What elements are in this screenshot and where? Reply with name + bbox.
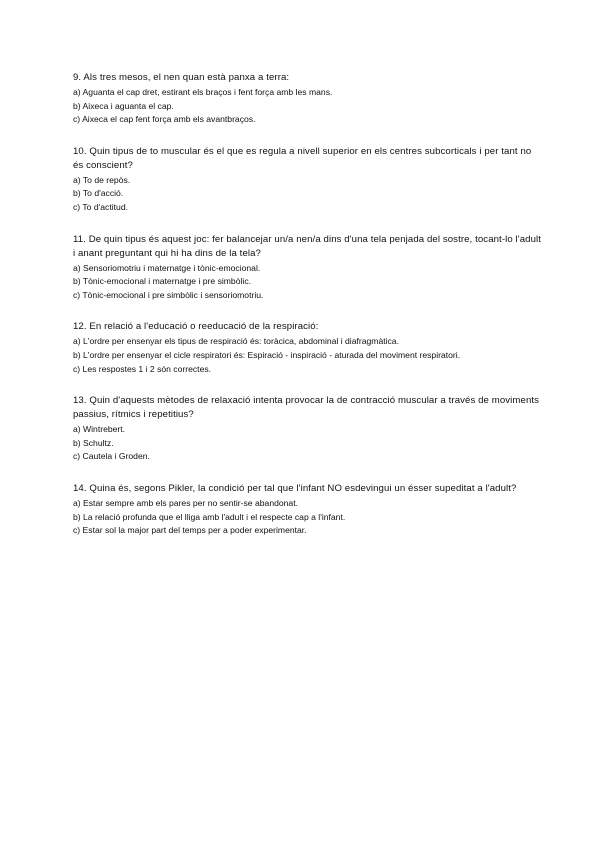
answer-option-c: c) Estar sol la major part del temps per a poder experimentar. bbox=[73, 525, 307, 536]
answer-option-c: c) Aixeca el cap fent força amb els avantbraços. bbox=[73, 114, 256, 125]
question-text: 13. Quin d'aquests mètodes de relaxació intenta provocar la de contracció muscular a través de moviments passius, rítmics i repetitius? bbox=[73, 395, 540, 421]
answer-option-b: b) L'ordre per ensenyar el cicle respiratori és: Espiració - inspiració - aturada del moviment respiratori. bbox=[73, 349, 461, 360]
answer-option-c: c) Tònic-emocional i pre simbòlic i sensoriomotriu. bbox=[73, 289, 264, 300]
answer-option-b: b) Schultz. bbox=[73, 437, 114, 448]
question-10 bbox=[73, 145, 543, 215]
question-14 bbox=[73, 482, 543, 538]
question-12 bbox=[73, 320, 543, 376]
question-13 bbox=[73, 394, 543, 464]
question-text: 11. De quin tipus és aquest joc: fer balancejar un/a nen/a dins d'una tela penjada del sostre, tocant-lo l'adult i anant preguntant qui hi ha dins de la tela? bbox=[73, 233, 542, 259]
answer-option-b: b) Tònic-emocional i maternatge i pre simbòlic. bbox=[73, 276, 251, 287]
quiz-page bbox=[73, 71, 543, 556]
answer-option-a: a) Sensoriomotriu i maternatge i tònic-emocional. bbox=[73, 262, 261, 273]
answer-option-b: b) La relació profunda que el lliga amb l'adult i el respecte cap a l'infant. bbox=[73, 511, 346, 522]
answer-option-a: a) Wintrebert. bbox=[73, 424, 126, 435]
question-9 bbox=[73, 71, 543, 127]
answer-option-a: a) To de repòs. bbox=[73, 174, 131, 185]
answer-option-c: c) Les respostes 1 i 2 són correctes. bbox=[73, 363, 212, 374]
answer-option-b: b) Aixeca i aguanta el cap. bbox=[73, 100, 174, 111]
answer-option-a: a) Aguanta el cap dret, estirant els braços i fent força amb les mans. bbox=[73, 87, 333, 97]
answer-option-a: a) L'ordre per ensenyar els tipus de respiració és: toràcica, abdominal i diafragmàtica. bbox=[73, 336, 399, 347]
question-text: 10. Quin tipus de to muscular és el que es regula a nivell superior en els centres subcorticals i per tant no és conscient? bbox=[73, 145, 532, 171]
answer-option-a: a) Estar sempre amb els pares per no sentir-se abandonat. bbox=[73, 497, 298, 508]
answer-option-b: b) To d'acció. bbox=[73, 188, 124, 199]
answer-option-c: c) To d'actitud. bbox=[73, 201, 128, 212]
question-text: 14. Quina és, segons Pikler, la condició per tal que l'infant NO esdevingui un ésser supeditat a l'adult? bbox=[73, 482, 517, 494]
question-11 bbox=[73, 233, 543, 303]
answer-option-c: c) Cautela i Groden. bbox=[73, 451, 150, 462]
question-text: 9. Als tres mesos, el nen quan està panxa a terra: bbox=[73, 72, 290, 83]
question-text: 12. En relació a l'educació o reeducació de la respiració: bbox=[73, 321, 319, 333]
